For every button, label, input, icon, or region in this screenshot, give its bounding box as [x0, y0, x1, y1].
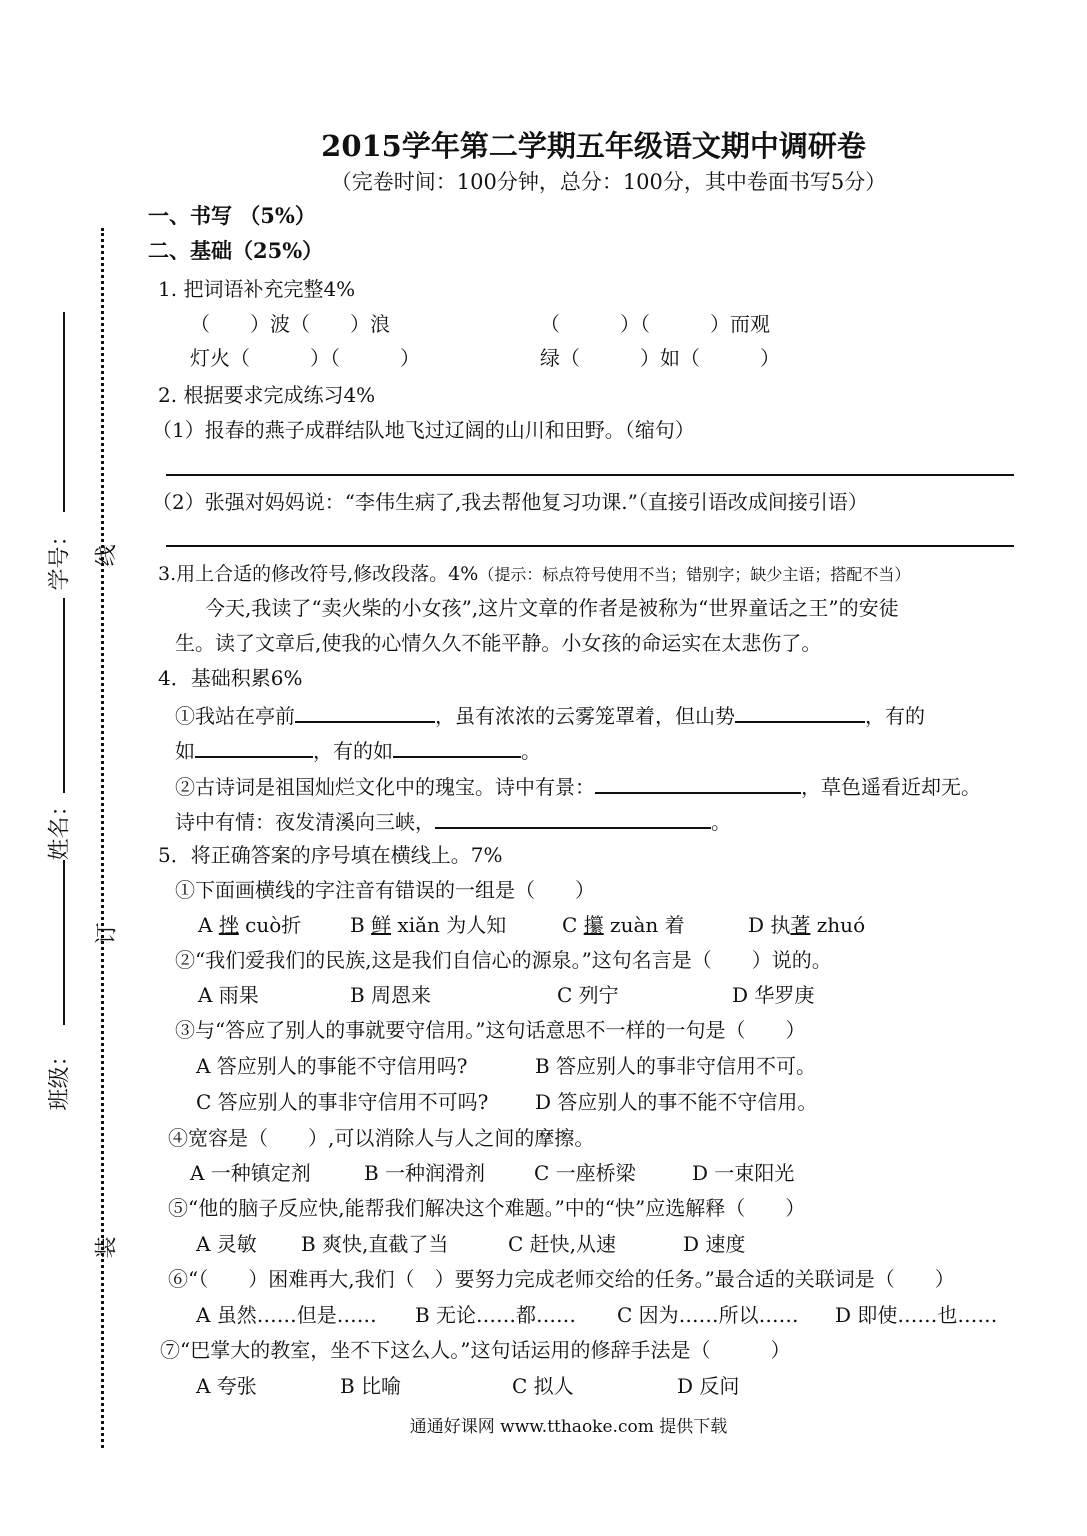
q4-text-1a: ①我站在亭前 — [175, 704, 295, 728]
q5-item-5-option-b[interactable]: B 爽快,直截了当 — [301, 1232, 449, 1256]
q3-hint: （提示：标点符号使用不当；错别字；缺少主语；搭配不当） — [478, 565, 911, 584]
page-subtitle: （完卷时间：100分钟，总分：100分，其中卷面书写5分） — [330, 170, 887, 194]
q5-item-2-option-b[interactable]: B 周恩来 — [350, 983, 432, 1007]
name-label: 姓名： — [47, 794, 73, 861]
q4-label: 4．基础积累6% — [158, 666, 303, 690]
q4-blank-2[interactable] — [735, 701, 865, 723]
q5-item-7-option-b[interactable]: B 比喻 — [340, 1374, 402, 1398]
q4-text-1c: ，有的 — [865, 704, 925, 728]
q5-item-1-option-a[interactable]: A 挫 cuò折 — [198, 913, 302, 937]
q1-item-1: （ ）波（ ）浪 — [190, 312, 390, 336]
q5-item-7: ⑦“巴掌大的教室，坐不下这么人。”这句话运用的修辞手法是（ ） — [160, 1338, 791, 1362]
q5-item-5-option-a[interactable]: A 灵敏 — [196, 1232, 257, 1256]
q4-line-1 — [175, 701, 925, 728]
q4-text-2a: 如 — [175, 739, 195, 763]
binding-label-bind: 装 — [94, 1236, 120, 1259]
q4-blank-4[interactable] — [393, 736, 521, 758]
class-label: 班级： — [47, 1044, 73, 1111]
q4-text-4a: 诗中有情：夜发清溪向三峡， — [175, 810, 435, 834]
q2-part-2: （2）张强对妈妈说：“李伟生病了,我去帮他复习功课.”（直接引语改成间接引语） — [152, 490, 868, 514]
q4-text-3b: ，草色遥看近却无。 — [801, 775, 981, 799]
q4-blank-3[interactable] — [195, 736, 313, 758]
q5-item-1-option-b[interactable]: B 鲜 xiǎn 为人知 — [350, 913, 507, 937]
q5-item-5-option-d[interactable]: D 速度 — [683, 1232, 746, 1256]
q1-item-4: 绿（ ）如（ ） — [540, 346, 780, 370]
q2-answer-line-2[interactable] — [166, 545, 1014, 547]
q5-item-6-option-c[interactable]: C 因为……所以…… — [617, 1303, 799, 1327]
q4-blank-1[interactable] — [295, 701, 435, 723]
q5-item-2-option-d[interactable]: D 华罗庚 — [732, 983, 815, 1007]
student-no-line — [63, 312, 65, 512]
q4-text-1b: ，虽有浓浓的云雾笼罩着，但山势 — [435, 704, 735, 728]
q4-line-2 — [175, 736, 541, 763]
q5-item-4-option-c[interactable]: C 一座桥梁 — [534, 1161, 636, 1185]
q4-blank-5[interactable] — [595, 772, 801, 794]
q5-item-6-option-a[interactable]: A 虽然……但是…… — [196, 1303, 377, 1327]
student-no-label: 学号： — [47, 524, 73, 591]
q4-text-4b: 。 — [711, 810, 731, 834]
q2-answer-line-1[interactable] — [166, 474, 1014, 476]
name-line-top — [63, 598, 65, 793]
q5-item-5-option-c[interactable]: C 赶快,从速 — [508, 1232, 617, 1256]
q5-item-4-option-a[interactable]: A 一种镇定剂 — [190, 1161, 311, 1185]
q5-item-3: ③与“答应了别人的事就要守信用。”这句话意思不一样的一句是（ ） — [175, 1018, 806, 1042]
page-title: 2015学年第二学期五年级语文期中调研卷 — [321, 129, 866, 163]
q5-item-2: ②“我们爱我们的民族,这是我们自信心的源泉。”这句名言是（ ）说的。 — [175, 948, 832, 972]
q5-item-3-option-c[interactable]: C 答应别人的事非守信用不可吗? — [196, 1090, 489, 1114]
q5-item-7-option-d[interactable]: D 反问 — [677, 1374, 740, 1398]
section-writing: 一、书写 （5%） — [148, 203, 316, 228]
q5-item-6-option-b[interactable]: B 无论……都…… — [415, 1303, 577, 1327]
q4-text-2b: ，有的如 — [313, 739, 393, 763]
q4-line-4 — [175, 807, 731, 834]
q5-item-6-option-d[interactable]: D 即使……也…… — [835, 1303, 998, 1327]
q4-text-3a: ②古诗词是祖国灿烂文化中的瑰宝。诗中有景： — [175, 775, 595, 799]
section-basics: 二、基础（25%） — [148, 238, 324, 263]
binding-label-order: 订 — [94, 922, 120, 945]
q1-label: 1. 把词语补充完整4% — [158, 277, 356, 301]
q3-label: 3.用上合适的修改符号,修改段落。4% — [158, 563, 479, 585]
q5-item-1-option-d[interactable]: D 执著 zhuó — [748, 913, 866, 937]
q5-item-3-option-a[interactable]: A 答应别人的事能不守信用吗? — [196, 1054, 468, 1078]
q3-paragraph-line-1: 今天,我读了“卖火柴的小女孩”,这片文章的作者是被称为“世界童话之王”的安徒 — [205, 596, 899, 620]
q5-item-1: ①下面画横线的字注音有错误的一组是（ ） — [175, 878, 595, 902]
q4-line-3 — [175, 772, 981, 799]
q5-item-7-option-a[interactable]: A 夸张 — [196, 1374, 257, 1398]
q5-item-2-option-a[interactable]: A 雨果 — [198, 983, 259, 1007]
q5-item-4: ④宽容是（ ）,可以消除人与人之间的摩擦。 — [168, 1126, 595, 1150]
q5-item-6: ⑥“（ ）困难再大,我们（ ）要努力完成老师交给的任务。”最合适的关联词是（ ） — [168, 1267, 955, 1291]
q5-item-5: ⑤“他的脑子反应快,能帮我们解决这个难题。”中的“快”应选解释（ ） — [168, 1196, 806, 1220]
q5-item-3-option-b[interactable]: B 答应别人的事非守信用不可。 — [535, 1054, 817, 1078]
q4-text-2c: 。 — [521, 739, 541, 763]
q5-item-1-option-c[interactable]: C 攥 zuàn 着 — [562, 913, 685, 937]
q5-item-4-option-d[interactable]: D 一束阳光 — [692, 1161, 795, 1185]
class-line — [63, 860, 65, 1025]
q5-label: 5．将正确答案的序号填在横线上。7% — [158, 843, 503, 867]
q5-item-3-option-d[interactable]: D 答应别人的事不能不守信用。 — [535, 1090, 818, 1114]
q5-item-7-option-c[interactable]: C 拟人 — [512, 1374, 574, 1398]
q2-part-1: （1）报春的燕子成群结队地飞过辽阔的山川和田野。（缩句） — [152, 418, 695, 442]
q1-item-3: 灯火（ ）（ ） — [190, 346, 420, 370]
q4-blank-6[interactable] — [435, 807, 711, 829]
q3-question — [158, 562, 910, 587]
q3-paragraph-line-2: 生。读了文章后,使我的心情久久不能平静。小女孩的命运实在太悲伤了。 — [175, 631, 822, 655]
q2-label: 2. 根据要求完成练习4% — [158, 383, 376, 407]
q5-item-2-option-c[interactable]: C 列宁 — [557, 983, 619, 1007]
footer-credit: 通通好课网 www.tthaoke.com 提供下载 — [409, 1417, 728, 1437]
q1-item-2: （ ）（ ）而观 — [540, 312, 770, 336]
q5-item-4-option-b[interactable]: B 一种润滑剂 — [364, 1161, 486, 1185]
binding-label-line: 线 — [94, 544, 120, 567]
